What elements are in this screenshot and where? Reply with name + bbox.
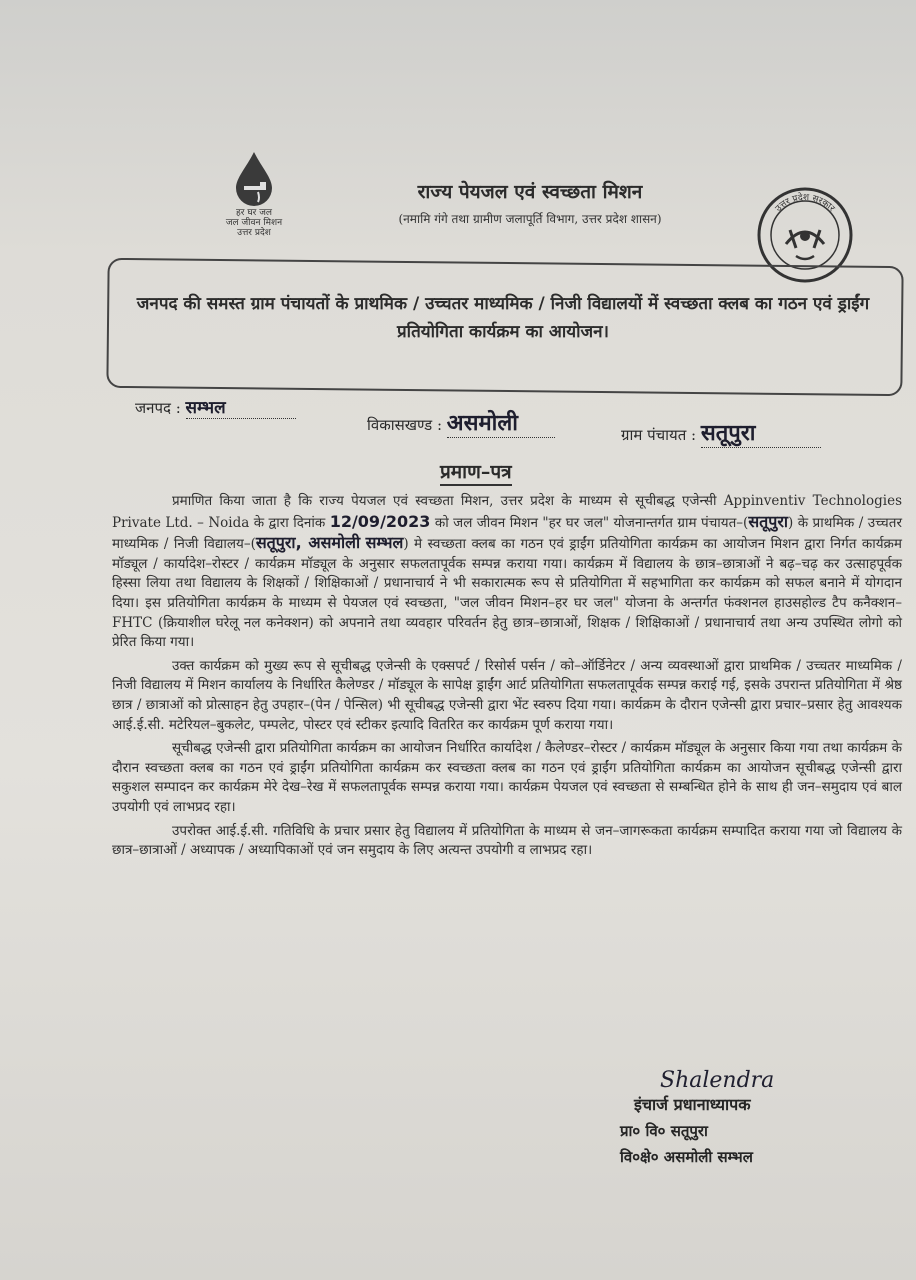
district-value: सम्भल bbox=[186, 395, 296, 419]
logo-line-1: हर घर जल bbox=[236, 208, 272, 218]
p1-date: 12/09/2023 bbox=[329, 511, 431, 531]
seal-text: उत्तर प्रदेश सरकार bbox=[773, 192, 837, 214]
panchayat-field bbox=[621, 417, 821, 448]
signatory-block: वि०क्षे० असमोली सम्भल bbox=[620, 1148, 753, 1166]
paragraph-3: सूचीबद्ध एजेन्सी द्वारा प्रतियोगिता कार्यक्रम का आयोजन निर्धारित कार्यादेश / कैलेण्डर–रोस्टर / कार्यक्रम मॉड्यूल के अनुसार किया गया तथा कार्यक्रम के दौरान स्वच्छता क्लब का गठन एवं ड्राईंग प्रतियोगिता कार्यक्रम कर स्वच्छता क्लब का गठन एवं ड्राईंग प्रतियोगिता कार्यक्रम का आयोजन सूचीबद्ध एजेन्सी द्वारा सकुशल सम्पादन कर कार्यक्रम मेरे देख–रेख में सफलतापूर्वक सम्पन्न कराया गया। कार्यक्रम पेयजल एवं स्वच्छता से सम्बन्धित होने के साथ ही जन–समुदाय एवं बाल उपयोगी एवं लाभप्रद रहा। bbox=[112, 740, 902, 815]
block-field bbox=[367, 407, 555, 438]
panchayat-label: ग्राम पंचायत : bbox=[621, 426, 697, 444]
p1-text-c: ) के प्राथमिक / उच्चतर माध्यमिक / निजी विद्यालय–( bbox=[112, 514, 902, 553]
paragraph-2: उक्त कार्यक्रम को मुख्य रूप से सूचीबद्ध एजेन्सी के एक्सपर्ट / रिसोर्स पर्सन / को–ऑर्डिनेटर / अन्य व्यवस्थाओं द्वारा प्राथमिक / उच्चतर माध्यमिक / निजी विद्यालय में मिशन कार्यालय के निर्धारित कैलेण्डर / मॉड्यूल के सापेक्ष ड्राईंग आर्ट प्रतियोगिता सफलतापूर्वक सम्पन्न कराई गई, इसके उपरान्त प्रतियोगिता में श्रेष्ठ छात्र / छात्राओं को प्रोत्साहन हेतु उपहार–(पेन / पेन्सिल) भी सूचीबद्ध एजेन्सी द्वारा भेंट स्वरुप दिया गया। कार्यक्रम के दौरान एजेन्सी द्वारा प्रचार–प्रसार हेतु आवश्यक आई.ई.सी. मटेरियल–बुकलेट, पम्पलेट, पोस्टर एवं स्टीकर इत्यादि वितरित कर कार्यक्रम पूर्ण कराया गया। bbox=[112, 657, 902, 733]
har-ghar-jal-logo bbox=[212, 150, 296, 238]
block-label: विकासखण्ड : bbox=[367, 416, 443, 434]
p1-panchayat: सतूपुरा bbox=[748, 511, 789, 531]
signature-block bbox=[620, 1068, 880, 1167]
p1-text-b: को जल जीवन मिशन "हर घर जल" योजनान्तर्गत ग्राम पंचायत–( bbox=[434, 514, 749, 531]
paragraph-1 bbox=[112, 492, 902, 653]
location-fields bbox=[135, 395, 895, 445]
logo-line-2: जल जीवन मिशन bbox=[225, 218, 283, 228]
logo-line-3: उत्तर प्रदेश bbox=[237, 228, 271, 238]
p1-text-a: प्रमाणित किया जाता है कि राज्य पेयजल एवं स्वच्छता मिशन, उत्तर प्रदेश के माध्यम से सूचीबद्ध एजेन्सी Appinventiv Technologies Private Ltd. – Noida के द्वारा दिनांक bbox=[112, 493, 902, 531]
panchayat-value: सतूपुरा bbox=[701, 417, 821, 448]
p1-school: सतूपुरा, असमोली bbox=[255, 533, 361, 553]
p1-text-d: ) मे स्वच्छता क्लब का गठन एवं ड्राईंग प्रतियोगिता कार्यक्रम का आयोजन मिशन द्वारा निर्गत कार्यक्रम मॉड्यूल / कार्यादेश–रोस्टर / कार्यक्रम मॉड्यूल के अनुसार सफलतापूर्वक सम्पन्न कराया गया। कार्यक्रम में विद्यालय के छात्र–छात्राओं ने बढ़–चढ़ कर उत्साहपूर्वक हिस्सा लिया तथा विद्यालय के शिक्षकों / शिक्षिकाओं / प्रधानाचार्य ने भी सकारात्मक रूप से प्रतियोगिता में सहभागिता कर कार्यक्रम को सफल बनाने में योगदान दिया। इस प्रतियोगिता कार्यक्रम के माध्यम से पेयजल एवं स्वच्छता, "जल जीवन मिशन–हर घर जल" योजना के अन्तर्गत फंक्शनल हाउसहोल्ड टैप कनैक्शन–FHTC (क्रियाशील घरेलू नल कनेक्शन) को अपनाने तथा व्यवहार परिवर्तन हेतु छात्र–छात्राओं, शिक्षक / शिक्षिकाओं / प्रधानाचार्य तथा अन्य उपस्थित लोगो को प्रेरित किया गया। bbox=[112, 536, 902, 651]
subject-text: जनपद की समस्त ग्राम पंचायतों के प्राथमिक / उच्चतर माध्यमिक / निजी विद्यालयों में स्वच्छता क्लब का गठन एवं ड्राईंग प्रतियोगिता कार्यक्रम का आयोजन। bbox=[136, 294, 870, 342]
p1-district: सम्भल bbox=[365, 533, 404, 553]
water-drop-icon bbox=[228, 150, 280, 208]
signatory-designation: इंचार्ज प्रधानाध्यापक bbox=[634, 1095, 751, 1114]
block-value: असमोली bbox=[447, 407, 555, 438]
district-label: जनपद : bbox=[135, 399, 181, 417]
org-subtitle: (नमामि गंगे तथा ग्रामीण जलापूर्ति विभाग, उत्तर प्रदेश शासन) bbox=[398, 212, 662, 226]
certificate-body bbox=[112, 492, 902, 865]
paragraph-4: उपरोक्त आई.ई.सी. गतिविधि के प्रचार प्रसार हेतु विद्यालय में प्रतियोगिता के माध्यम से जन–जागरूकता कार्यक्रम सम्पादित कराया गया जो विद्यालय के छात्र–छात्राओं / अध्यापक / अध्यापिकाओं एवं जन समुदाय के लिए अत्यन्त उपयोगी व लाभप्रद रहा। bbox=[112, 822, 902, 859]
org-header bbox=[330, 178, 730, 227]
signature-scrawl: Shalendra bbox=[660, 1068, 775, 1093]
signatory-school: प्रा० वि० सतूपुरा bbox=[620, 1122, 708, 1140]
district-field bbox=[135, 395, 296, 419]
certificate-title: प्रमाण–पत्र bbox=[440, 458, 512, 486]
org-title: राज्य पेयजल एवं स्वच्छता मिशन bbox=[417, 181, 643, 203]
